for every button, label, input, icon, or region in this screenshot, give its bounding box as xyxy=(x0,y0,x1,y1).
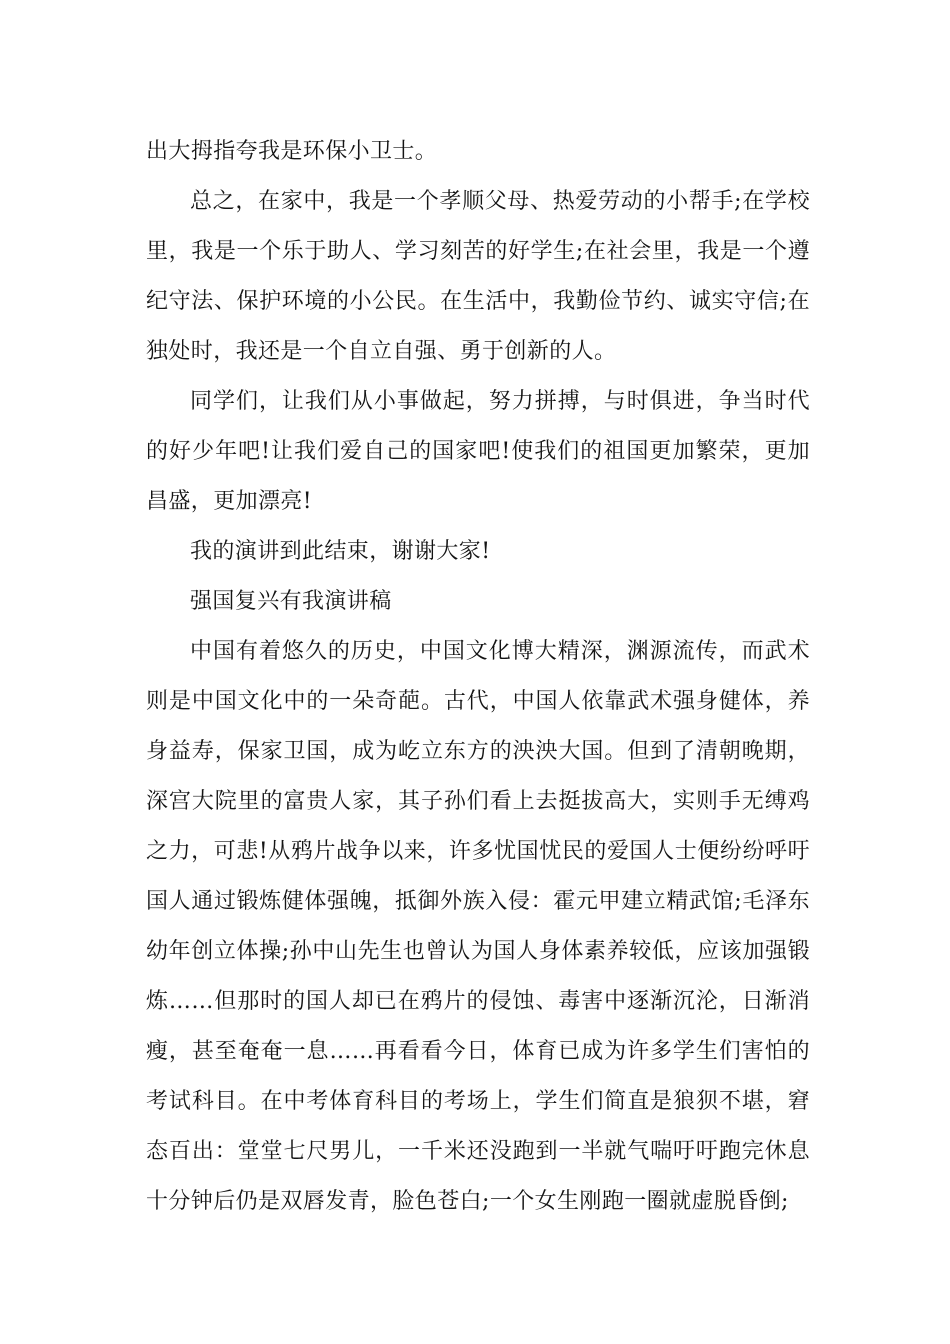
paragraph-appeal: 同学们，让我们从小事做起，努力拼搏，与时俱进，争当时代的好少年吧!让我们爱自己的国家吧!使我们的祖国更加繁荣，更加昌盛，更加漂亮! xyxy=(146,389,810,514)
body-text xyxy=(146,127,810,1227)
paragraph-wushu-history: 中国有着悠久的历史，中国文化博大精深，渊源流传，而武术则是中国文化中的一朵奇葩。古代，中国人依靠武术强身健体，养身益寿，保家卫国，成为屹立东方的泱泱大国。但到了清朝晚期，深宫大院里的富贵人家，其子孙们看上去挺拔高大，实则手无缚鸡之力，可悲!从鸦片战争以来，许多忧国忧民的爱国人士便纷纷呼吁国人通过锻炼健体强魄，抵御外族入侵：霍元甲建立精武馆;毛泽东幼年创立体操;孙中山先生也曾认为国人身体素养较低，应该加强锻炼……但那时的国人却已在鸦片的侵蚀、毒害中逐渐沉沦，日渐消瘦，甚至奄奄一息……再看看今日，体育已成为许多学生们害怕的考试科目。在中考体育科目的考场上，学生们简直是狼狈不堪，窘态百出：堂堂七尺男儿，一千米还没跑到一半就气喘吁吁跑完休息十分钟后仍是双唇发青，脸色苍白;一个女生刚跑一圈就虚脱昏倒; xyxy=(146,639,810,1214)
section-title: 强国复兴有我演讲稿 xyxy=(190,589,392,614)
paragraph-continuation: 出大拇指夸我是环保小卫士。 xyxy=(146,139,438,164)
paragraph-summary: 总之，在家中，我是一个孝顺父母、热爱劳动的小帮手;在学校里，我是一个乐于助人、学习刻苦的好学生;在社会里，我是一个遵纪守法、保护环境的小公民。在生活中，我勤俭节约、诚实守信;在独处时，我还是一个自立自强、勇于创新的人。 xyxy=(146,189,810,364)
paragraph-closing: 我的演讲到此结束，谢谢大家! xyxy=(190,539,491,564)
